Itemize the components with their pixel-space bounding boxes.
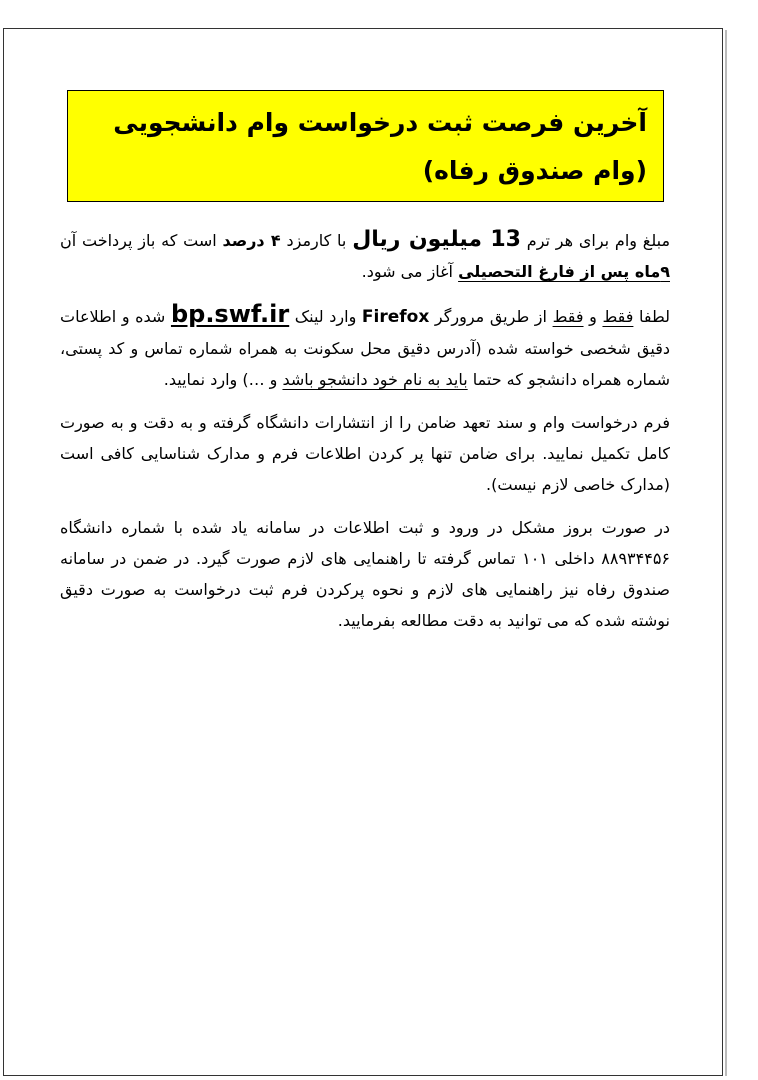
text-run: وارد لینک — [289, 307, 362, 326]
only-emphasis: فقط — [602, 307, 634, 326]
paragraph-support: در صورت بروز مشکل در ورود و ثبت اطلاعات در سامانه یاد شده با شماره دانشگاه ۸۸۹۳۴۴۵۶ داخلی ۱۰۱ تماس گرفته تا راهنمایی های لازم صورت گیرد. در ضمن در سامانه صندوق رفاه نیز راهنمایی های لازم و نحوه پرکردن فرم ثبت درخواست به صورت دقیق نوشته شده که می توانید به دقت مطالعه بفرمایید. — [60, 518, 671, 630]
announcement-body — [60, 224, 670, 648]
text-run: و — [583, 307, 603, 326]
repayment-start: ۹ماه پس از فارغ التحصیلی — [458, 262, 670, 281]
announcement-title — [67, 90, 664, 202]
loan-amount: 13 میلیون ریال — [352, 227, 521, 252]
text-run: است که باز پرداخت آن — [60, 231, 223, 250]
text-run: شده و اطلاعات دقیق شخصی خواسته شده (آدرس دقیق محل سکونت به همراه شماره تماس و کد پستی، شماره همراه دانشجو که حتما — [60, 307, 670, 389]
loan-fee: ۴ درصد — [222, 231, 281, 250]
browser-name: Firefox — [361, 307, 430, 327]
must-be-own-name: باید به نام خود دانشجو باشد — [282, 370, 468, 389]
text-run: آغاز می شود. — [361, 262, 459, 281]
page-shadow — [725, 30, 727, 1076]
registration-link[interactable]: bp.swf.ir — [170, 300, 290, 328]
paragraph-loan-amount — [60, 224, 670, 287]
title-text: آخرین فرصت ثبت درخواست وام دانشجویی (وام صندوق رفاه) — [113, 108, 647, 185]
text-run: از طریق مرورگر — [429, 307, 553, 326]
text-run: با کارمزد — [280, 231, 353, 250]
paragraph-forms: فرم درخواست وام و سند تعهد ضامن را از انتشارات دانشگاه گرفته و به دقت و به صورت کامل تکمیل نمایید. برای ضامن تنها پر کردن اطلاعات فرم و مدارک شناسایی کافی است (مدارک خاصی لازم نیست). — [60, 413, 670, 494]
only-emphasis: فقط — [552, 307, 584, 326]
text-run: مبلغ وام برای هر ترم — [520, 231, 671, 250]
text-run: لطفا — [633, 307, 670, 326]
text-run: و …) وارد نمایید. — [163, 370, 283, 389]
paragraph-registration — [60, 299, 670, 395]
